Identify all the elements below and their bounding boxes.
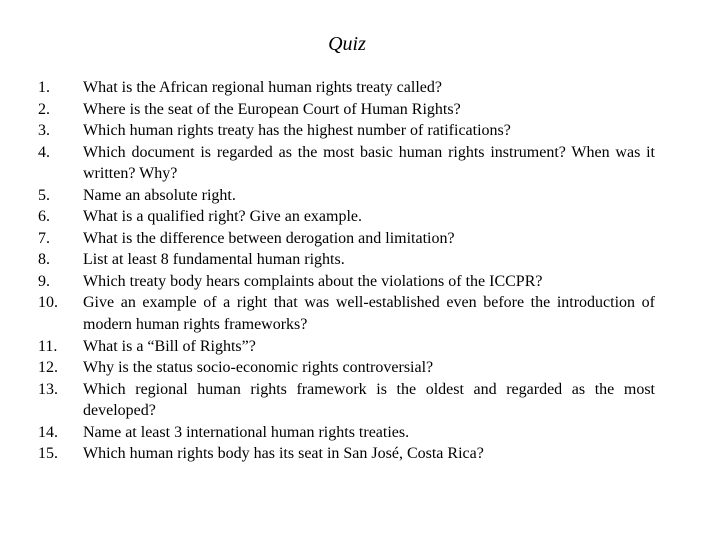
question-number: 6.	[38, 208, 50, 226]
question-item	[38, 185, 655, 207]
question-number: 4.	[38, 143, 50, 161]
question-item	[38, 443, 655, 465]
question-item	[38, 379, 655, 422]
question-item	[38, 120, 655, 142]
question-text: Give an example of a right that was well-established even before the introduction of modern human rights frameworks?	[83, 294, 655, 334]
question-text: What is the difference between derogation and limitation?	[83, 229, 455, 247]
question-number: 3.	[38, 122, 50, 140]
question-text: Name an absolute right.	[83, 186, 236, 204]
question-item	[38, 77, 655, 99]
question-text: Which human rights body has its seat in San José, Costa Rica?	[83, 445, 484, 463]
question-item	[38, 292, 655, 335]
question-text: Name at least 3 international human rights treaties.	[83, 423, 410, 441]
question-text: Which document is regarded as the most basic human rights instrument? When was it written? Why?	[83, 143, 655, 183]
question-text: What is a qualified right? Give an example.	[83, 208, 363, 226]
question-text: Which treaty body hears complaints about the violations of the ICCPR?	[83, 272, 543, 290]
question-item	[38, 357, 655, 379]
question-number: 14.	[38, 423, 58, 441]
question-item	[38, 249, 655, 271]
question-text: Where is the seat of the European Court of Human Rights?	[83, 100, 461, 118]
question-text: What is a “Bill of Rights”?	[83, 337, 256, 355]
question-item	[38, 99, 655, 121]
question-number: 2.	[38, 100, 50, 118]
question-text: List at least 8 fundamental human rights.	[83, 251, 345, 269]
question-number: 10.	[38, 294, 58, 312]
question-text: Which regional human rights framework is the oldest and regarded as the most developed?	[83, 380, 655, 420]
question-item	[38, 422, 655, 444]
question-number: 7.	[38, 229, 50, 247]
question-item	[38, 142, 655, 185]
question-item	[38, 228, 655, 250]
question-number: 1.	[38, 79, 50, 96]
question-number: 13.	[38, 380, 58, 398]
question-list	[38, 77, 655, 465]
question-number: 9.	[38, 272, 50, 290]
question-item	[38, 206, 655, 228]
page-title: Quiz	[328, 33, 366, 55]
question-text: Which human rights treaty has the highest number of ratifications?	[83, 122, 511, 140]
question-number: 12.	[38, 359, 58, 377]
question-text: Why is the status socio-economic rights controversial?	[83, 359, 434, 377]
question-number: 15.	[38, 445, 58, 463]
question-number: 8.	[38, 251, 50, 269]
question-item	[38, 336, 655, 358]
question-item	[38, 271, 655, 293]
question-text: What is the African regional human rights treaty called?	[83, 79, 442, 96]
question-number: 11.	[38, 337, 58, 355]
question-number: 5.	[38, 186, 50, 204]
